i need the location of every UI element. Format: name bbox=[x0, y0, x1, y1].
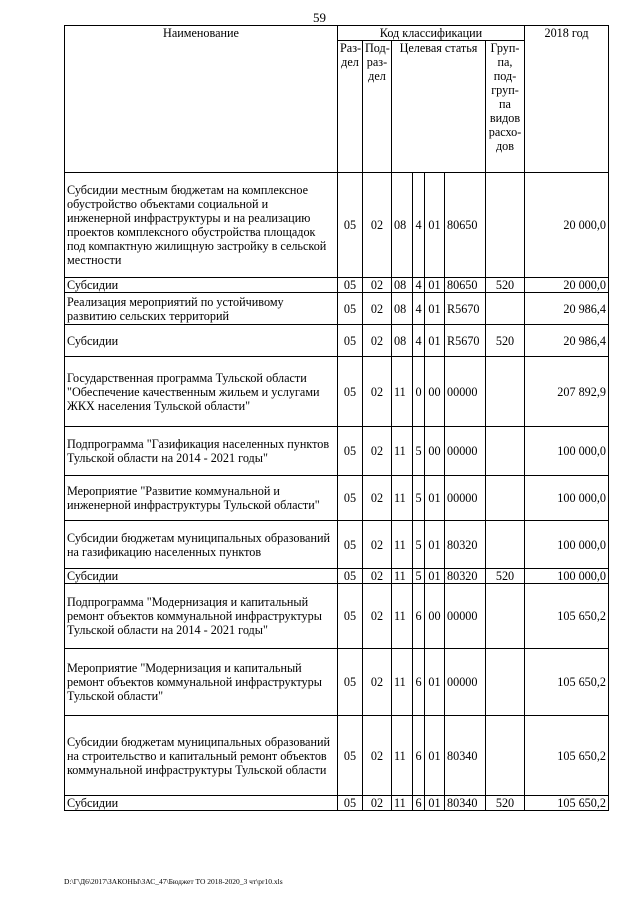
row-razdel: 05 bbox=[338, 357, 363, 427]
row-vid bbox=[486, 293, 525, 325]
row-razdel: 05 bbox=[338, 293, 363, 325]
row-target-direction: 00000 bbox=[445, 357, 486, 427]
row-target-event: 00 bbox=[425, 584, 445, 649]
row-name: Субсидии бюджетам муниципальных образований на строительство и капитальный ремонт объектов коммунальной инфраструктуры Тульской области bbox=[65, 716, 338, 796]
row-target-event: 01 bbox=[425, 173, 445, 278]
row-sum: 105 650,2 bbox=[525, 584, 609, 649]
table-row bbox=[65, 293, 609, 325]
row-razdel: 05 bbox=[338, 278, 363, 293]
row-target-subprogram: 6 bbox=[413, 584, 425, 649]
row-name: Подпрограмма "Модернизация и капитальный ремонт объектов коммунальной инфраструктуры Тульской области на 2014 - 2021 годы" bbox=[65, 584, 338, 649]
row-target-event: 01 bbox=[425, 796, 445, 811]
row-name: Подпрограмма "Газификация населенных пунктов Тульской области на 2014 - 2021 годы" bbox=[65, 427, 338, 476]
row-target-event: 01 bbox=[425, 476, 445, 521]
row-target-program: 11 bbox=[392, 796, 413, 811]
row-target-program: 11 bbox=[392, 716, 413, 796]
row-razdel: 05 bbox=[338, 521, 363, 569]
row-target-program: 11 bbox=[392, 476, 413, 521]
row-razdel: 05 bbox=[338, 325, 363, 357]
header-vid: Груп- па, под- груп- па видов расхо- дов bbox=[486, 41, 525, 173]
row-razdel: 05 bbox=[338, 584, 363, 649]
row-podrazdel: 02 bbox=[363, 293, 392, 325]
table-row bbox=[65, 357, 609, 427]
table-row bbox=[65, 584, 609, 649]
row-name: Субсидии местным бюджетам на комплексное обустройство объектами социальной и инженерной инфраструктуры и на реализацию проектов комплексного обустройства площадок под компактную жилищную застройку в сельской местности bbox=[65, 173, 338, 278]
row-vid bbox=[486, 649, 525, 716]
row-target-direction: 00000 bbox=[445, 584, 486, 649]
row-sum: 100 000,0 bbox=[525, 427, 609, 476]
row-target-event: 01 bbox=[425, 569, 445, 584]
row-target-program: 08 bbox=[392, 173, 413, 278]
row-podrazdel: 02 bbox=[363, 569, 392, 584]
row-razdel: 05 bbox=[338, 796, 363, 811]
row-name: Субсидии bbox=[65, 796, 338, 811]
row-vid bbox=[486, 716, 525, 796]
row-vid: 520 bbox=[486, 569, 525, 584]
row-podrazdel: 02 bbox=[363, 521, 392, 569]
row-podrazdel: 02 bbox=[363, 584, 392, 649]
row-sum: 105 650,2 bbox=[525, 796, 609, 811]
row-target-event: 01 bbox=[425, 649, 445, 716]
row-name: Субсидии бюджетам муниципальных образований на газификацию населенных пунктов bbox=[65, 521, 338, 569]
table-row bbox=[65, 569, 609, 584]
row-target-program: 11 bbox=[392, 521, 413, 569]
row-podrazdel: 02 bbox=[363, 278, 392, 293]
row-target-program: 08 bbox=[392, 278, 413, 293]
row-sum: 20 986,4 bbox=[525, 293, 609, 325]
table-row bbox=[65, 649, 609, 716]
row-name: Государственная программа Тульской области "Обеспечение качественным жильем и услугами ЖКХ населения Тульской области" bbox=[65, 357, 338, 427]
row-target-event: 01 bbox=[425, 716, 445, 796]
row-podrazdel: 02 bbox=[363, 476, 392, 521]
row-target-direction: 00000 bbox=[445, 427, 486, 476]
row-target-subprogram: 5 bbox=[413, 521, 425, 569]
row-sum: 105 650,2 bbox=[525, 649, 609, 716]
header-razdel: Раз- дел bbox=[338, 41, 363, 173]
table-row bbox=[65, 173, 609, 278]
row-target-subprogram: 5 bbox=[413, 569, 425, 584]
row-podrazdel: 02 bbox=[363, 173, 392, 278]
row-name: Реализация мероприятий по устойчивому развитию сельских территорий bbox=[65, 293, 338, 325]
row-target-program: 11 bbox=[392, 427, 413, 476]
file-path-footer: D:\Г\Д6\2017\ЗАКОНЫ\ЗАС_47\Бюджет ТО 2018-2020_3 чт\pr10.xls bbox=[64, 877, 283, 886]
row-target-direction: 80340 bbox=[445, 716, 486, 796]
row-podrazdel: 02 bbox=[363, 716, 392, 796]
table-row bbox=[65, 796, 609, 811]
row-target-subprogram: 4 bbox=[413, 173, 425, 278]
row-target-direction: 80320 bbox=[445, 569, 486, 584]
row-vid bbox=[486, 521, 525, 569]
row-target-subprogram: 5 bbox=[413, 476, 425, 521]
row-target-event: 00 bbox=[425, 427, 445, 476]
row-razdel: 05 bbox=[338, 649, 363, 716]
row-target-event: 01 bbox=[425, 325, 445, 357]
row-vid bbox=[486, 476, 525, 521]
row-target-program: 11 bbox=[392, 569, 413, 584]
row-sum: 20 000,0 bbox=[525, 173, 609, 278]
row-podrazdel: 02 bbox=[363, 325, 392, 357]
row-target-direction: 00000 bbox=[445, 649, 486, 716]
row-name: Мероприятие "Развитие коммунальной и инженерной инфраструктуры Тульской области" bbox=[65, 476, 338, 521]
row-target-subprogram: 6 bbox=[413, 716, 425, 796]
row-razdel: 05 bbox=[338, 716, 363, 796]
row-vid bbox=[486, 357, 525, 427]
row-target-program: 11 bbox=[392, 357, 413, 427]
header-code-group: Код классификации bbox=[338, 26, 525, 41]
page-number: 59 bbox=[313, 10, 326, 25]
row-sum: 207 892,9 bbox=[525, 357, 609, 427]
row-podrazdel: 02 bbox=[363, 796, 392, 811]
row-target-direction: R5670 bbox=[445, 293, 486, 325]
row-name: Мероприятие "Модернизация и капитальный ремонт объектов коммунальной инфраструктуры Тульской области" bbox=[65, 649, 338, 716]
row-razdel: 05 bbox=[338, 569, 363, 584]
row-target-direction: 80340 bbox=[445, 796, 486, 811]
row-target-event: 00 bbox=[425, 357, 445, 427]
table-row bbox=[65, 325, 609, 357]
table-row bbox=[65, 521, 609, 569]
row-sum: 20 000,0 bbox=[525, 278, 609, 293]
table-row bbox=[65, 476, 609, 521]
row-razdel: 05 bbox=[338, 427, 363, 476]
header-year: 2018 год bbox=[525, 26, 609, 173]
row-name: Субсидии bbox=[65, 278, 338, 293]
row-vid bbox=[486, 173, 525, 278]
row-sum: 100 000,0 bbox=[525, 476, 609, 521]
row-sum: 105 650,2 bbox=[525, 716, 609, 796]
row-target-subprogram: 4 bbox=[413, 293, 425, 325]
row-podrazdel: 02 bbox=[363, 649, 392, 716]
row-name: Субсидии bbox=[65, 569, 338, 584]
header-podrazdel: Под- раз- дел bbox=[363, 41, 392, 173]
row-target-direction: 80650 bbox=[445, 278, 486, 293]
row-target-subprogram: 4 bbox=[413, 278, 425, 293]
table-row bbox=[65, 716, 609, 796]
row-vid bbox=[486, 427, 525, 476]
row-target-program: 11 bbox=[392, 584, 413, 649]
row-target-subprogram: 0 bbox=[413, 357, 425, 427]
table-row bbox=[65, 278, 609, 293]
row-target-direction: 80320 bbox=[445, 521, 486, 569]
row-podrazdel: 02 bbox=[363, 427, 392, 476]
row-sum: 100 000,0 bbox=[525, 569, 609, 584]
header-name: Наименование bbox=[65, 26, 338, 173]
row-target-event: 01 bbox=[425, 293, 445, 325]
row-razdel: 05 bbox=[338, 476, 363, 521]
table-body bbox=[65, 173, 609, 811]
header-target: Целевая статья bbox=[392, 41, 486, 173]
row-target-program: 08 bbox=[392, 293, 413, 325]
row-name: Субсидии bbox=[65, 325, 338, 357]
row-target-program: 08 bbox=[392, 325, 413, 357]
budget-table bbox=[64, 25, 609, 811]
row-target-subprogram: 6 bbox=[413, 796, 425, 811]
row-vid: 520 bbox=[486, 796, 525, 811]
row-target-subprogram: 5 bbox=[413, 427, 425, 476]
row-target-program: 11 bbox=[392, 649, 413, 716]
row-target-direction: 80650 bbox=[445, 173, 486, 278]
row-razdel: 05 bbox=[338, 173, 363, 278]
row-vid: 520 bbox=[486, 325, 525, 357]
row-target-direction: 00000 bbox=[445, 476, 486, 521]
row-sum: 100 000,0 bbox=[525, 521, 609, 569]
row-target-subprogram: 4 bbox=[413, 325, 425, 357]
table-row bbox=[65, 427, 609, 476]
row-target-event: 01 bbox=[425, 278, 445, 293]
row-vid bbox=[486, 584, 525, 649]
row-sum: 20 986,4 bbox=[525, 325, 609, 357]
row-target-event: 01 bbox=[425, 521, 445, 569]
row-podrazdel: 02 bbox=[363, 357, 392, 427]
row-vid: 520 bbox=[486, 278, 525, 293]
row-target-subprogram: 6 bbox=[413, 649, 425, 716]
row-target-direction: R5670 bbox=[445, 325, 486, 357]
